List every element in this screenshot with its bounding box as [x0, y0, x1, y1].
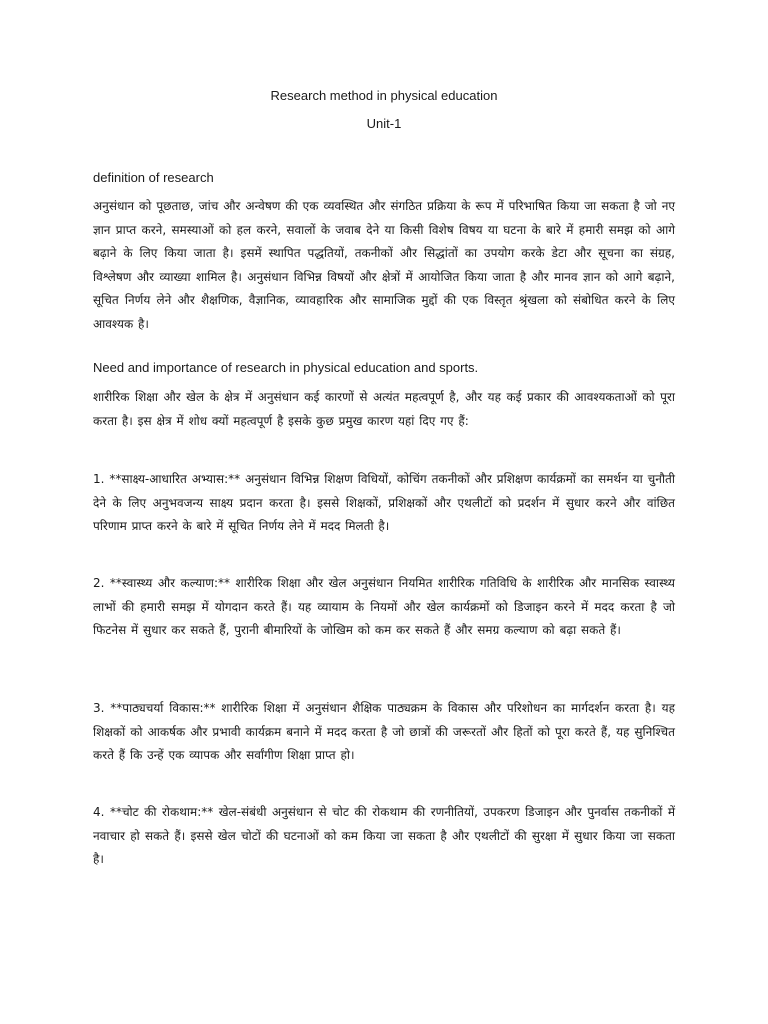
need-heading: Need and importance of research in physical education and sports. — [93, 360, 479, 375]
need-intro-paragraph: शारीरिक शिक्षा और खेल के क्षेत्र में अनुसंधान कई कारणों से अत्यंत महत्वपूर्ण है, और यह कई प्रकार की आवश्यकताओं को पूरा करता है। इस क्षेत्र में शोध क्यों महत्वपूर्ण है इसके कुछ प्रमुख कारण यहां दिए गए हैं: — [93, 390, 675, 428]
point-injury-prevention: 4. **चोट की रोकथाम:** खेल-संबंधी अनुसंधान से चोट की रोकथाम की रणनीतियों, उपकरण डिजाइन और पुनर्वास तकनीकों में नवाचार हो सकते हैं। इससे खेल चोटों की घटनाओं को कम किया जा सकता है और एथलीटों की सुरक्षा में सुधार किया जा सकता है। — [93, 805, 675, 866]
definition-heading: definition of research — [93, 170, 214, 185]
point-evidence-based-practice: 1. **साक्ष्य-आधारित अभ्यास:** अनुसंधान विभिन्न शिक्षण विधियों, कोचिंग तकनीकों और प्रशिक्षण कार्यक्रमों का समर्थन या चुनौती देने के लिए अनुभवजन्य साक्ष्य प्रदान करता है। इससे शिक्षकों, प्रशिक्षकों और एथलीटों को प्रदर्शन में सुधार करने और वांछित परिणाम प्राप्त करने के बारे में सूचित निर्णय लेने में मदद मिलती है। — [93, 472, 675, 533]
document-title: Research method in physical education — [270, 88, 498, 103]
point-curriculum-development: 3. **पाठ्यचर्या विकास:** शारीरिक शिक्षा में अनुसंधान शैक्षिक पाठ्यक्रम के विकास और परिशोधन का मार्गदर्शन करता है। यह शिक्षकों को आकर्षक और प्रभावी कार्यक्रम बनाने में मदद करता है जो छात्रों की जरूरतों और हितों को पूरा करते हैं, यह सुनिश्चित करते हैं कि उन्हें एक व्यापक और सर्वांगीण शिक्षा प्राप्त हो। — [93, 701, 675, 762]
point-health-wellness: 2. **स्वास्थ्य और कल्याण:** शारीरिक शिक्षा और खेल अनुसंधान नियमित शारीरिक गतिविधि के शारीरिक और मानसिक स्वास्थ्य लाभों की हमारी समझ में योगदान करते हैं। यह व्यायाम के नियमों और खेल कार्यक्रमों को डिजाइन करने में मदद करता है जो फिटनेस में सुधार कर सकते हैं, पुरानी बीमारियों के जोखिम को कम कर सकते हैं और समग्र कल्याण को बढ़ा सकते हैं। — [93, 576, 675, 637]
definition-paragraph: अनुसंधान को पूछताछ, जांच और अन्वेषण की एक व्यवस्थित और संगठित प्रक्रिया के रूप में परिभाषित किया जा सकता है जो नए ज्ञान प्राप्त करने, समस्याओं को हल करने, सवालों के जवाब देने या किसी विशेष विषय या घटना के बारे में हमारी समझ को आगे बढ़ाने के लिए किया जाता है। इसमें स्थापित पद्धतियों, तकनीकों और सिद्धांतों का उपयोग करके डेटा और सूचना का संग्रह, विश्लेषण और व्याख्या शामिल है। अनुसंधान विभिन्न विषयों और क्षेत्रों में आयोजित किया जाता है और मानव ज्ञान को आगे बढ़ाने, सूचित निर्णय लेने और शैक्षणिक, वैज्ञानिक, व्यावहारिक और सामाजिक मुद्दों की एक विस्तृत श्रृंखला को संबोधित करने के लिए आवश्यक है। — [93, 199, 675, 331]
unit-label: Unit-1 — [366, 116, 402, 131]
